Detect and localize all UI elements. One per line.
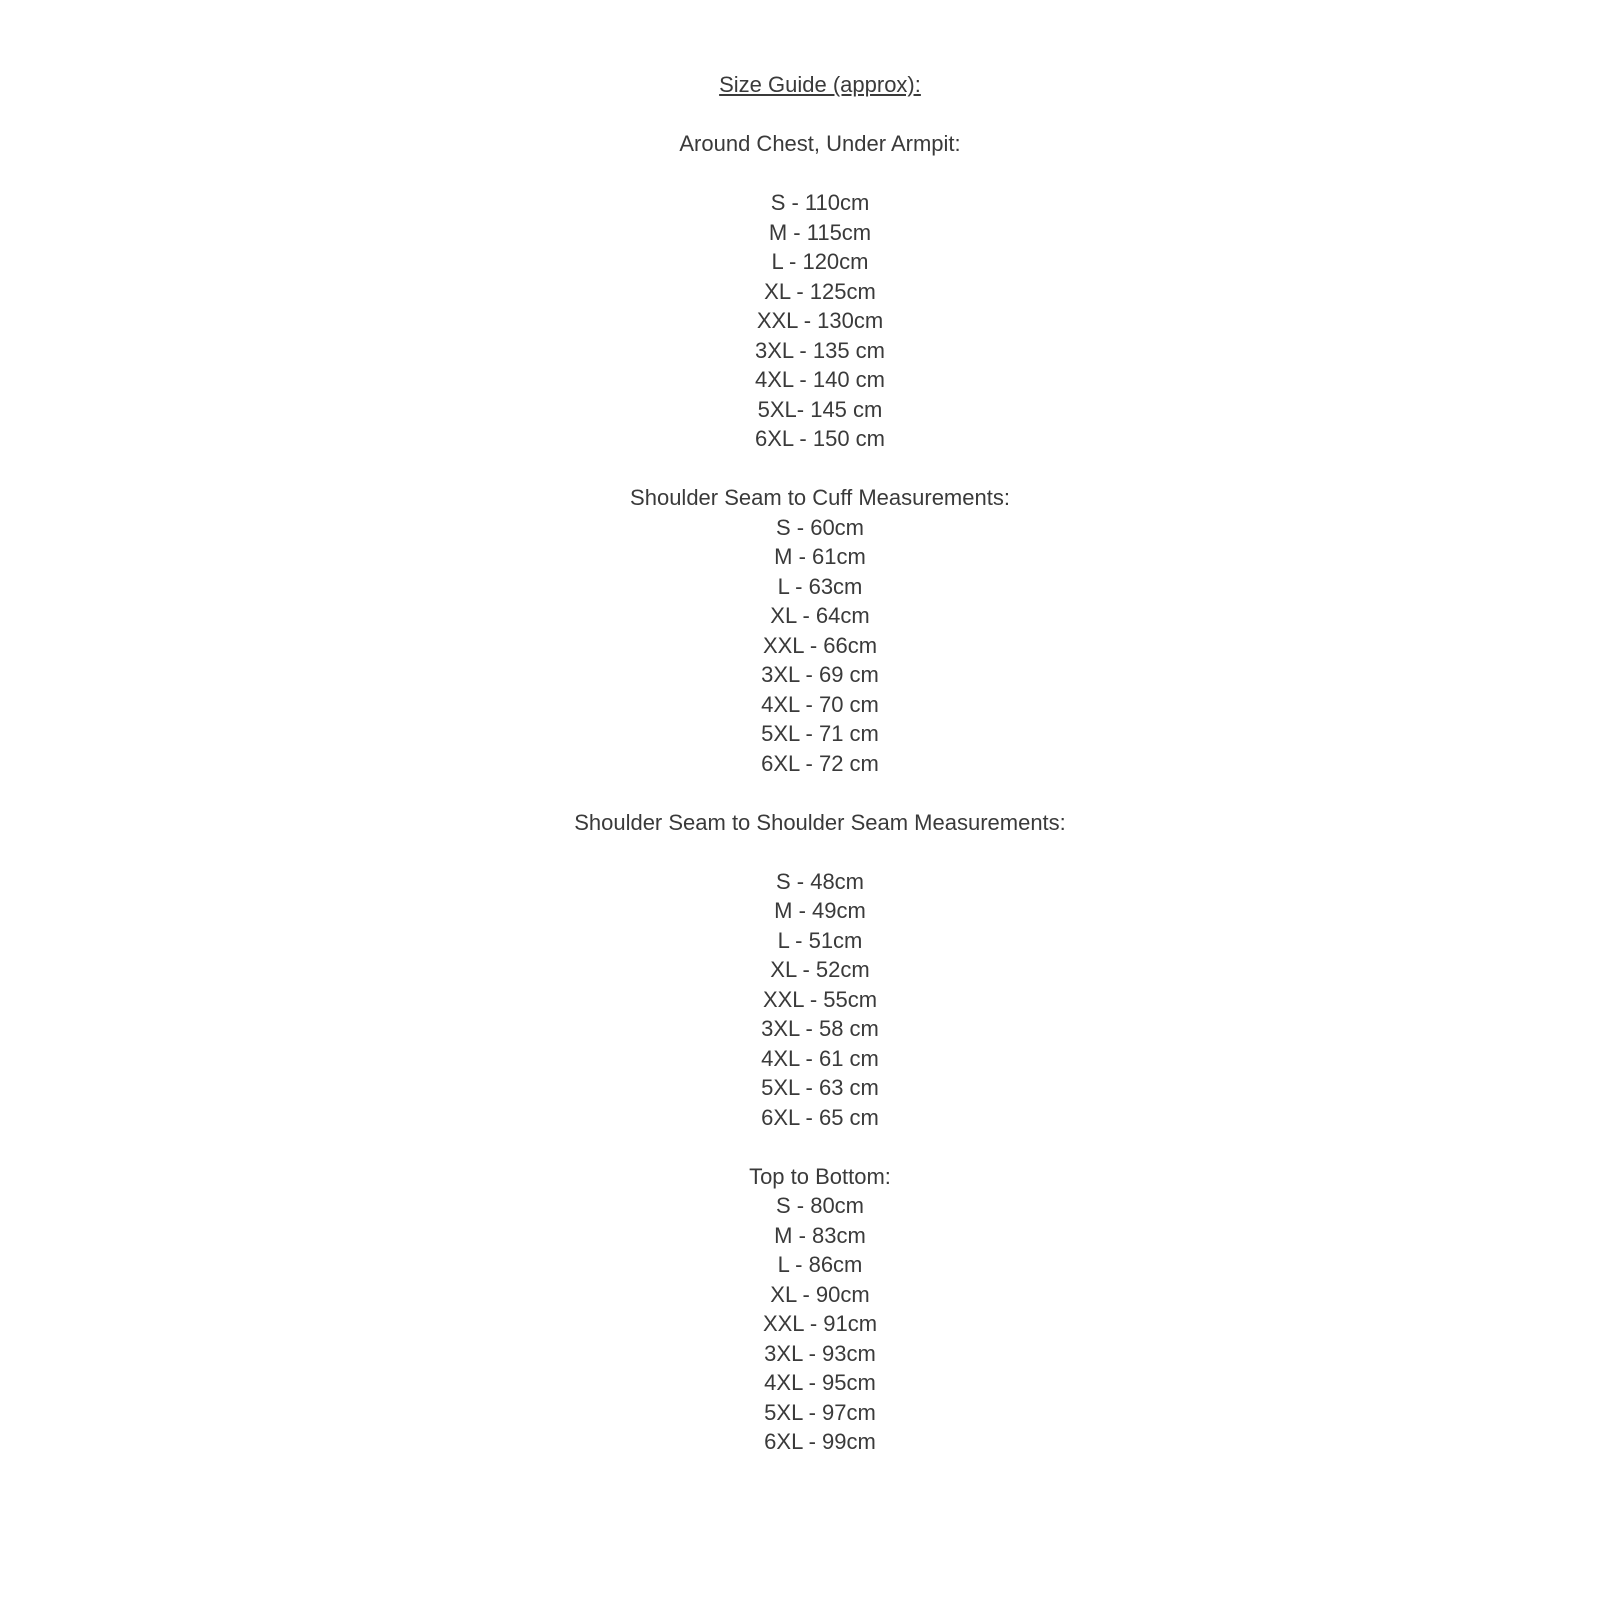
size-line: L - 120cm: [771, 249, 869, 274]
size-line: M - 83cm: [774, 1222, 866, 1248]
section-heading-shoulder-to-cuff: Shoulder Seam to Cuff Measurements:: [630, 485, 1010, 510]
size-line: L - 86cm: [777, 1252, 863, 1277]
size-line: S - 48cm: [775, 868, 865, 894]
section-around-chest: [40, 129, 1600, 454]
size-line: XXL - 66cm: [762, 632, 878, 658]
page-title: Size Guide (approx):: [719, 72, 921, 97]
size-line: 3XL - 93cm: [764, 1340, 876, 1366]
size-line: M - 115cm: [768, 219, 872, 245]
section-shoulder-to-cuff: [40, 483, 1600, 778]
size-line: 3XL - 135 cm: [754, 337, 886, 363]
size-line: 6XL - 150 cm: [754, 426, 886, 451]
size-line: M - 61cm: [774, 544, 866, 569]
size-list-around-chest: [40, 188, 1600, 454]
size-line: XXL - 91cm: [762, 1311, 878, 1336]
size-line: 5XL - 71 cm: [761, 721, 879, 746]
size-line: 4XL - 95cm: [764, 1370, 876, 1395]
size-line: XL - 90cm: [770, 1281, 870, 1307]
size-line: M - 49cm: [774, 898, 866, 923]
size-line: XXL - 55cm: [762, 986, 878, 1012]
section-heading-around-chest: Around Chest, Under Armpit:: [679, 131, 961, 156]
size-line: 4XL - 140 cm: [754, 367, 886, 392]
size-line: XL - 52cm: [770, 957, 870, 982]
section-heading-shoulder-to-shoulder: Shoulder Seam to Shoulder Seam Measurements:: [574, 809, 1066, 835]
size-line: 3XL - 69 cm: [761, 662, 879, 687]
size-line: 3XL - 58 cm: [761, 1016, 879, 1041]
size-list-top-to-bottom: [40, 1191, 1600, 1457]
size-line: S - 60cm: [775, 514, 865, 540]
size-line: S - 80cm: [775, 1193, 865, 1218]
size-line: L - 51cm: [777, 927, 863, 953]
size-list-shoulder-to-shoulder: [40, 867, 1600, 1133]
size-line: 6XL - 65 cm: [761, 1104, 879, 1130]
size-line: 5XL - 97cm: [764, 1399, 876, 1425]
section-shoulder-to-shoulder: [40, 808, 1600, 1133]
section-heading-top-to-bottom: Top to Bottom:: [749, 1163, 891, 1189]
size-line: XXL - 130cm: [756, 308, 884, 333]
size-line: 5XL - 63 cm: [761, 1075, 879, 1100]
size-line: XL - 125cm: [764, 278, 876, 304]
size-line: S - 110cm: [770, 190, 870, 215]
size-line: 6XL - 72 cm: [761, 750, 879, 776]
size-list-shoulder-to-cuff: [40, 513, 1600, 779]
size-line: 5XL- 145 cm: [757, 396, 883, 422]
size-line: 6XL - 99cm: [764, 1429, 876, 1454]
size-line: XL - 64cm: [770, 603, 870, 628]
section-top-to-bottom: [40, 1162, 1600, 1457]
size-line: 4XL - 61 cm: [761, 1045, 879, 1071]
size-line: L - 63cm: [777, 573, 863, 599]
size-line: 4XL - 70 cm: [761, 691, 879, 717]
